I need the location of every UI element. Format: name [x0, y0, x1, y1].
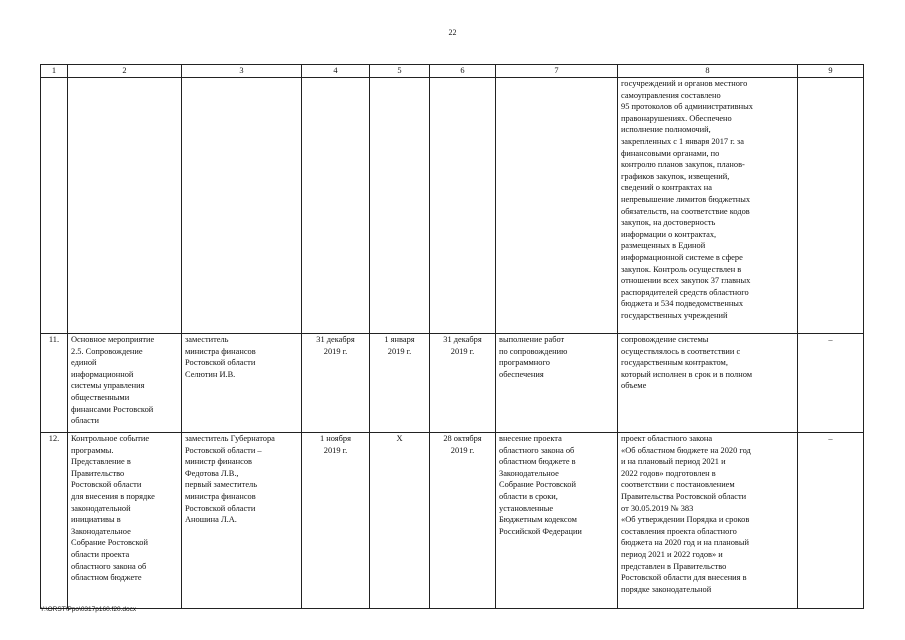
cell-text-line: 95 протоколов об административных	[621, 102, 753, 112]
cell-text-line: информационной системе в сфере	[621, 252, 743, 262]
cell-text-line: контролю планов закупок, планов-	[621, 160, 745, 170]
cell-text-line: финансовыми органами, по	[621, 148, 720, 158]
cell-text-line: заместитель	[185, 335, 229, 344]
cell-text-line: единой	[71, 358, 97, 368]
table-cell-c8	[618, 78, 798, 334]
table-cell-c6	[430, 78, 496, 334]
table-cell-c6	[430, 433, 496, 609]
cell-text-line: обязательств, на соответствие кодов	[621, 206, 750, 216]
table-cell-c2	[68, 78, 182, 334]
table-cell-c6	[430, 334, 496, 433]
table-cell-c1	[41, 334, 68, 433]
table-cell-c5	[370, 78, 430, 334]
cell-text-line: размещенных в Единой	[621, 241, 706, 251]
cell-text-line: внесение проекта	[499, 434, 562, 443]
cell-text-line: 12.	[48, 434, 60, 443]
cell-text-line: представлен в Правительство	[621, 561, 727, 571]
cell-text-line: Ростовской области –	[185, 445, 262, 455]
cell-text-line: программы.	[71, 445, 114, 455]
table-cell-c3	[182, 334, 302, 433]
header-cell: 7	[496, 65, 618, 78]
cell-text-line: для внесения в порядке	[71, 491, 155, 501]
cell-text-line: Селютин И.В.	[185, 369, 236, 379]
cell-text-line: инициативы в	[71, 515, 121, 525]
cell-text-line: 2019 г.	[450, 445, 475, 455]
cell-text-line: областного закона об	[499, 445, 575, 455]
cell-text-line: Ростовской области	[185, 503, 256, 513]
cell-text-line: установленные	[499, 503, 554, 513]
cell-text-line: госучреждений и органов местного	[621, 79, 748, 88]
table-row	[41, 78, 864, 334]
cell-text-line: 2.5. Сопровождение	[71, 346, 143, 356]
cell-text-line: министр финансов	[185, 457, 252, 467]
cell-text-line: Ростовской области	[185, 358, 256, 368]
cell-text-line: по сопровождению	[499, 346, 568, 356]
cell-text-line: самоуправления составлено	[621, 90, 721, 100]
table-cell-c7	[496, 78, 618, 334]
cell-text-line: бюджета на 2020 год и на плановый	[621, 538, 749, 548]
cell-text-line: 2019 г.	[450, 346, 475, 356]
header-cell: 4	[302, 65, 370, 78]
cell-text-line: областном бюджете	[71, 573, 142, 583]
cell-text-line: финансами Ростовской	[71, 404, 154, 414]
cell-text-line: области	[71, 416, 99, 426]
cell-text-line: который исполнен в срок и в полном	[621, 369, 753, 379]
header-cell: 2	[68, 65, 182, 78]
cell-text-line: –	[828, 335, 833, 344]
cell-text-line: Правительство	[71, 468, 125, 478]
cell-text-line: области проекта	[71, 549, 130, 559]
header-cell: 9	[798, 65, 864, 78]
table-cell-c5	[370, 433, 430, 609]
cell-text-line: обеспечения	[499, 369, 544, 379]
table-cell-c5	[370, 334, 430, 433]
cell-text-line: информации о контрактах,	[621, 229, 717, 239]
header-cell: 8	[618, 65, 798, 78]
cell-text-line: исполнение полномочий,	[621, 125, 711, 135]
cell-text-line: и на плановый период 2021 и	[621, 457, 726, 467]
cell-text-line: области в сроки,	[499, 491, 558, 501]
cell-text-line: сведений о контрактах на	[621, 183, 712, 193]
table-cell-c1	[41, 433, 68, 609]
table-cell-c4	[302, 433, 370, 609]
cell-text-line: Контрольное событие	[71, 434, 150, 443]
cell-text-line: графиков закупок, извещений,	[621, 171, 730, 181]
table-row	[41, 433, 864, 609]
table-cell-c4	[302, 78, 370, 334]
cell-text-line: Ростовской области для внесения в	[621, 573, 747, 583]
table-cell-c9	[798, 433, 864, 609]
header-cell: 6	[430, 65, 496, 78]
table-cell-c9	[798, 334, 864, 433]
cell-text-line: 11.	[48, 335, 60, 344]
cell-text-line: законодательной	[71, 503, 131, 513]
cell-text-line: Х	[396, 434, 403, 443]
cell-text-line: период 2021 и 2022 годов» и	[621, 549, 723, 559]
page-number: 22	[448, 28, 457, 37]
cell-text-line: сопровождение системы	[621, 335, 709, 344]
cell-text-line: заместитель Губернатора	[185, 434, 275, 443]
table-cell-c2	[68, 334, 182, 433]
table-cell-c7	[496, 334, 618, 433]
cell-text-line: информационной	[71, 369, 134, 379]
table-cell-c2	[68, 433, 182, 609]
table-cell-c7	[496, 433, 618, 609]
cell-text-line: областном бюджете в	[499, 457, 576, 467]
cell-text-line: бюджета и 534 подведомственных	[621, 299, 744, 309]
cell-text-line: государственным контрактом,	[621, 358, 728, 368]
cell-text-line: 2022 годов» подготовлен в	[621, 468, 716, 478]
cell-text-line: 2019 г.	[323, 346, 348, 356]
table-cell-c1	[41, 78, 68, 334]
cell-text-line: «Об утверждении Порядка и сроков	[621, 515, 750, 525]
table-cell-c4	[302, 334, 370, 433]
cell-text-line: первый заместитель	[185, 480, 258, 490]
cell-text-line: закупок, на достоверность	[621, 218, 716, 228]
table-cell-c3	[182, 78, 302, 334]
cell-text-line: Ростовской области	[71, 480, 142, 490]
cell-text-line: проект областного закона	[621, 434, 713, 443]
cell-text-line: Законодательное	[71, 526, 131, 536]
header-cell: 3	[182, 65, 302, 78]
cell-text-line: от 30.05.2019 № 383	[621, 503, 694, 513]
header-cell: 1	[41, 65, 68, 78]
cell-text-line: Бюджетным кодексом	[499, 515, 577, 525]
table-cell-c8	[618, 433, 798, 609]
cell-text-line: осуществлялось в соответствии с	[621, 346, 741, 356]
cell-text-line: закрепленных с 1 января 2017 г. за	[621, 136, 744, 146]
cell-text-line: министра финансов	[185, 491, 256, 501]
cell-text-line: соответствии с постановлением	[621, 480, 735, 490]
cell-text-line: 1 ноября	[320, 434, 351, 443]
cell-text-line: распорядителей средств областного	[621, 287, 749, 297]
table-cell-c3	[182, 433, 302, 609]
cell-text-line: 2019 г.	[387, 346, 412, 356]
cell-text-line: 31 декабря	[443, 335, 482, 344]
cell-text-line: общественными	[71, 392, 130, 402]
cell-text-line: Основное мероприятие	[71, 335, 155, 344]
cell-text-line: Российской Федерации	[499, 526, 582, 536]
cell-text-line: Аношина Л.А.	[185, 515, 237, 525]
cell-text-line: Законодательное	[499, 468, 559, 478]
cell-text-line: системы управления	[71, 381, 145, 391]
cell-text-line: Представление в	[71, 457, 131, 467]
cell-text-line: закупок. Контроль осуществлен в	[621, 264, 742, 274]
cell-text-line: Федотова Л.В.,	[185, 468, 239, 478]
cell-text-line: правонарушениях. Обеспечено	[621, 113, 732, 123]
cell-text-line: 2019 г.	[323, 445, 348, 455]
cell-text-line: порядке законодательной	[621, 584, 712, 594]
header-cell: 5	[370, 65, 430, 78]
cell-text-line: –	[828, 434, 833, 443]
cell-text-line: составления проекта областного	[621, 526, 737, 536]
cell-text-line: непревышение лимитов бюджетных	[621, 194, 751, 204]
cell-text-line: выполнение работ	[499, 335, 565, 344]
cell-text-line: Правительства Ростовской области	[621, 491, 747, 501]
cell-text-line: 1 января	[384, 335, 415, 344]
file-path-footer: Y:\ORST\Ppo\0317p160.f20.docx	[40, 606, 137, 613]
table-cell-c8	[618, 334, 798, 433]
cell-text-line: Собрание Ростовской	[499, 480, 576, 490]
report-table	[40, 64, 864, 609]
cell-text-line: программного	[499, 358, 550, 368]
cell-text-line: министра финансов	[185, 346, 256, 356]
header-row	[41, 65, 864, 78]
cell-text-line: отношении всех закупок 37 главных	[621, 276, 751, 286]
cell-text-line: областного закона об	[71, 561, 147, 571]
cell-text-line: государственных учреждений	[621, 310, 728, 320]
cell-text-line: 31 декабря	[316, 335, 355, 344]
table-row	[41, 334, 864, 433]
cell-text-line: Собрание Ростовской	[71, 538, 148, 548]
table-cell-c9	[798, 78, 864, 334]
cell-text-line: «Об областном бюджете на 2020 год	[621, 445, 751, 455]
cell-text-line: объеме	[621, 381, 647, 391]
cell-text-line: 28 октября	[443, 434, 482, 443]
